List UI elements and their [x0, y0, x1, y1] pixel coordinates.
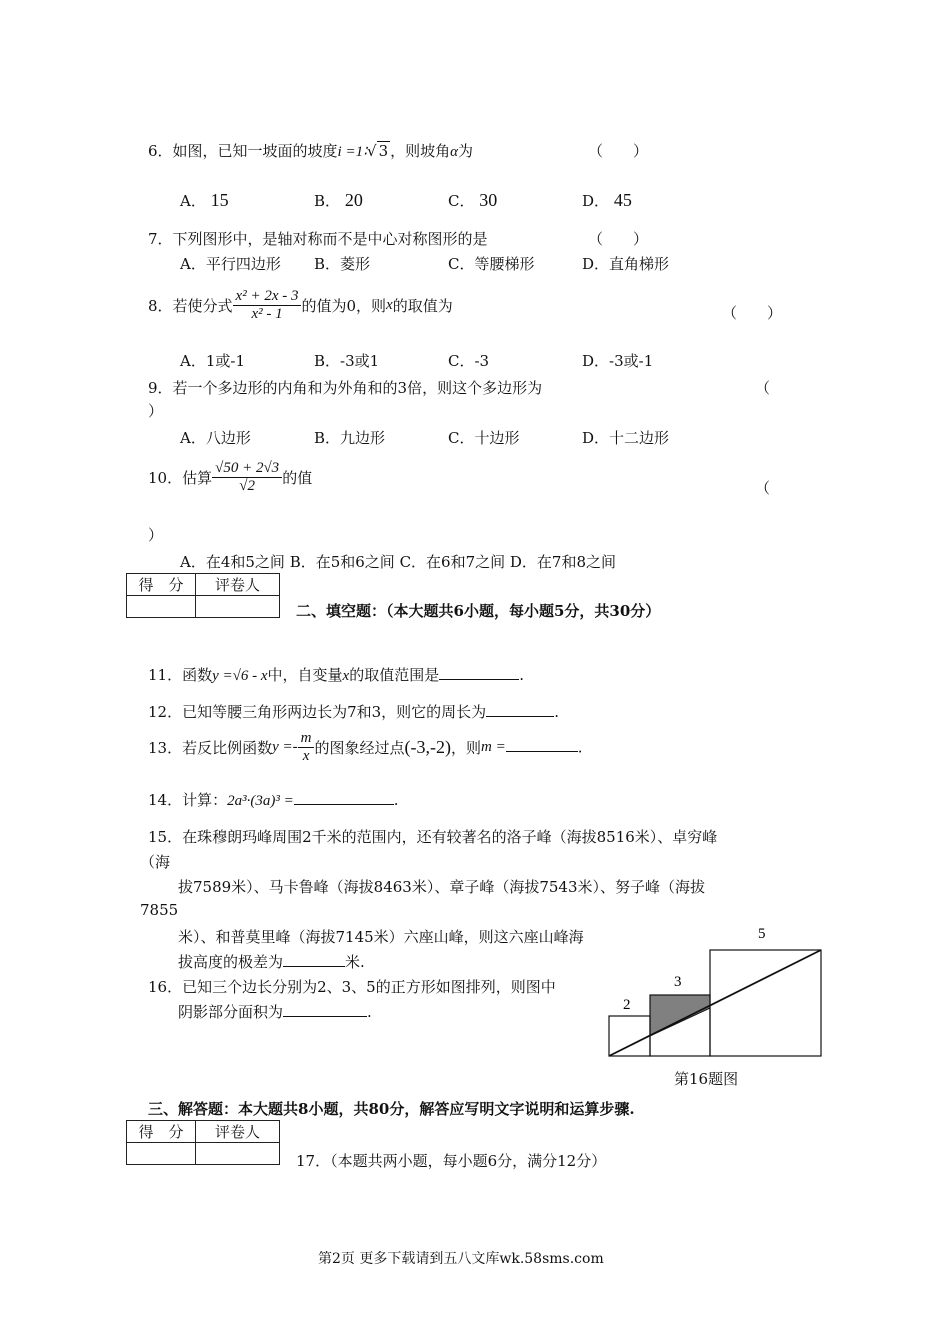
- label-2: 2: [623, 997, 631, 1013]
- q6-option-b: B． 20: [314, 190, 363, 210]
- q13-blank[interactable]: [506, 737, 578, 752]
- q6-slope: i =1∶: [337, 144, 367, 160]
- q8-paren: （ ）: [722, 304, 783, 322]
- score-cell[interactable]: [127, 1143, 196, 1165]
- section2-title: 二、填空题：（本大题共6小题，每小题5分，共30分）: [296, 602, 661, 620]
- q7-option-a: A．平行四边形: [180, 255, 281, 273]
- q10-numerator: √50 + 2√3: [212, 460, 282, 478]
- label-5: 5: [758, 926, 766, 942]
- q9-option-a: A．八边形: [180, 429, 251, 447]
- q15-line3: 米）、和普莫里峰（海拔7145米）六座山峰，则这六座山峰海: [178, 928, 584, 946]
- q10-options: A．在4和5之间 B．在5和6之间 C．在6和7之间 D．在7和8之间: [180, 553, 617, 571]
- square-2: [609, 1016, 650, 1056]
- q16-blank[interactable]: [283, 1002, 367, 1017]
- q11-blank[interactable]: [439, 665, 519, 680]
- q6-option-c: C． 30: [448, 190, 498, 210]
- q8-fraction: [233, 288, 302, 323]
- q12-blank[interactable]: [486, 702, 554, 717]
- figure-16-caption: 第16题图: [674, 1070, 739, 1088]
- q15-blank[interactable]: [283, 952, 345, 967]
- q8-option-c: C．-3: [448, 352, 490, 370]
- q12-stem: 12．已知等腰三角形两边长为7和3，则它的周长为 .: [148, 703, 559, 721]
- q7-paren: （ ）: [588, 230, 649, 248]
- q15-line2b: 7855: [140, 901, 179, 919]
- q15-line1b: （海: [140, 853, 171, 871]
- q15-line4: 拔高度的极差为 米.: [178, 953, 365, 971]
- shaded-region: [650, 995, 710, 1036]
- section3-title: 三、解答题：本大题共8小题，共80分，解答应写明文字说明和运算步骤.: [148, 1100, 635, 1118]
- grader-header: 评卷人: [196, 1121, 280, 1143]
- q13-stem: 13．若反比例函数y =- $\frac{m}{x}$ 的图象经过点(-3,-2)，则m = .: [148, 730, 583, 764]
- page-footer: 第2页 更多下载请到五八文库wk.58sms.com: [318, 1251, 604, 1267]
- square-5: [710, 950, 821, 1056]
- q6-stem: 6．如图，已知一坡面的坡度i =1∶√ 3 ，则坡角α为: [148, 142, 474, 160]
- grader-cell[interactable]: [196, 1143, 280, 1165]
- q6-option-d: D． 45: [582, 190, 632, 210]
- q17-stem: 17．（本题共两小题，每小题6分，满分12分）: [296, 1152, 607, 1170]
- q9-stem: 9．若一个多边形的内角和为外角和的3倍，则这个多边形为: [148, 379, 543, 397]
- q6-slope-root: 3: [378, 142, 389, 160]
- q7-option-c: C．等腰梯形: [448, 255, 535, 273]
- score-header: 得 分: [127, 574, 196, 596]
- score-cell[interactable]: [127, 596, 196, 618]
- q16-line1: 16．已知三个边长分别为2、3、5的正方形如图排列，则图中: [148, 978, 556, 996]
- score-table-1: [126, 573, 280, 618]
- q9-option-b: B．九边形: [314, 429, 386, 447]
- q6-option-a: A． 15: [180, 190, 229, 210]
- q10-paren-open: （: [755, 479, 771, 497]
- q16-line2: 阴影部分面积为 .: [178, 1003, 372, 1021]
- q9-paren-close: ）: [148, 402, 164, 420]
- q7-stem: 7．下列图形中，是轴对称而不是中心对称图形的是: [148, 230, 488, 248]
- q6-paren: （ ）: [588, 142, 649, 160]
- q7-option-d: D．直角梯形: [582, 255, 670, 273]
- score-table-2: [126, 1120, 280, 1165]
- q10-paren-close: ）: [148, 526, 164, 544]
- score-header: 得 分: [127, 1121, 196, 1143]
- q8-option-a: A．1或-1: [180, 352, 245, 370]
- q8-stem: 8．若使分式 $\frac{\text{x² + 2x - 3}}{\text{x² - 1}}$ 的值为0，则x的取值为: [148, 288, 453, 322]
- q7-option-b: B．菱形: [314, 255, 371, 273]
- q10-fraction: [212, 460, 282, 495]
- q9-paren-open: （: [755, 379, 771, 397]
- q14-blank[interactable]: [294, 790, 394, 805]
- figure-16: [600, 920, 840, 1090]
- diagonal-line: [609, 950, 821, 1056]
- q15-line1: 15．在珠穆朗玛峰周围2千米的范围内，还有较著名的洛子峰（海拔8516米）、卓穷峰: [148, 828, 718, 846]
- q10-stem: 10．估算 $\frac{√50 + 2√3}{√2}$ 的值: [148, 460, 313, 494]
- q9-option-c: C．十边形: [448, 429, 520, 447]
- q10-denominator: √2: [239, 478, 255, 494]
- q14-stem: 14．计算：2a³·(3a)³ = .: [148, 791, 399, 809]
- q15-line2: 拔7589米）、马卡鲁峰（海拔8463米）、章子峰（海拔7543米）、努子峰（海拔: [178, 878, 706, 896]
- label-3: 3: [674, 974, 682, 990]
- q8-denominator: x² - 1: [251, 306, 283, 322]
- grader-cell[interactable]: [196, 596, 280, 618]
- q9-option-d: D．十二边形: [582, 429, 670, 447]
- q8-option-d: D．-3或-1: [582, 352, 654, 370]
- q6-alpha: α: [450, 144, 458, 160]
- q8-option-b: B．-3或1: [314, 352, 380, 370]
- q11-stem: 11．函数y =√6 - x中，自变量x的取值范围是 .: [148, 666, 524, 684]
- grader-header: 评卷人: [196, 574, 280, 596]
- q8-numerator: x² + 2x - 3: [233, 288, 302, 306]
